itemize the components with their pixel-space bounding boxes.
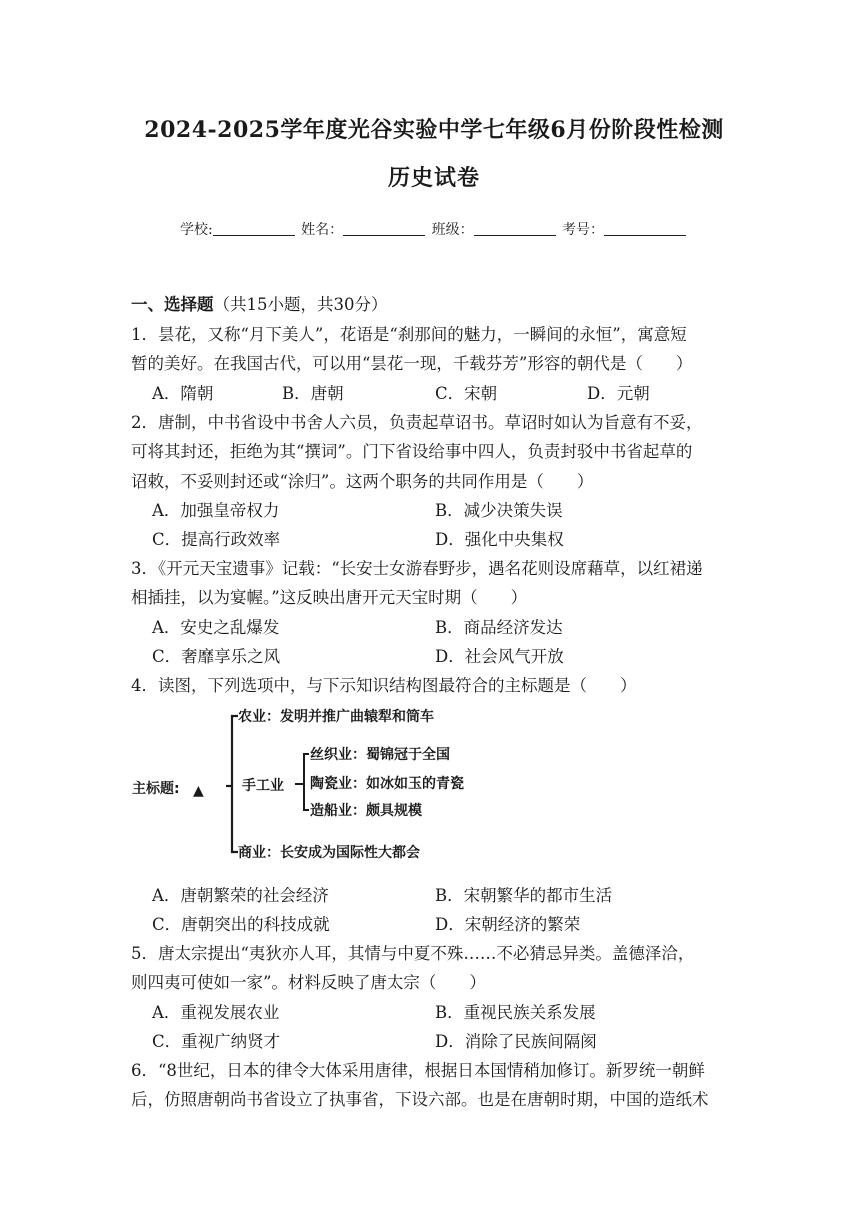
question-5-line-2: 则四夷可使如一家”。材料反映了唐太宗（ ）: [131, 973, 486, 992]
class-label: 班级：: [431, 222, 474, 238]
name-blank[interactable]: [343, 221, 425, 236]
main-title-label: 主标题:: [132, 781, 180, 797]
q2-option-d[interactable]: D．强化中央集权: [435, 530, 564, 549]
question-3-line-1: 3．《开元天宝遗事》记载：“长安士女游春野步，遇名花则设席藉草，以红裙递: [131, 559, 703, 578]
q2-option-a[interactable]: A．加强皇帝权力: [152, 501, 280, 520]
question-4-line-1: 4．读图，下列选项中，与下示知识结构图最符合的主标题是（ ）: [131, 676, 637, 695]
shipbuilding-branch: 造船业：颇具规模: [310, 803, 422, 819]
q1-option-d[interactable]: D．元朝: [587, 384, 650, 403]
question-3-line-2: 相插挂，以为宴幄。”这反映出唐开元天宝时期（ ）: [131, 588, 528, 607]
handicraft-bracket: [304, 754, 309, 810]
exam-subtitle: 历史试卷: [387, 165, 480, 191]
silk-branch: 丝织业：蜀锦冠于全国: [310, 747, 450, 763]
q5-option-d[interactable]: D．消除了民族间隔阂: [435, 1032, 597, 1051]
name-label: 姓名：: [301, 222, 344, 238]
exam-number-blank[interactable]: [604, 221, 686, 236]
q2-option-b[interactable]: B．减少决策失误: [435, 501, 563, 520]
q5-option-c[interactable]: C．重视广纳贤才: [152, 1032, 281, 1051]
main-bracket: [232, 716, 238, 852]
knowledge-structure-diagram: [130, 702, 510, 872]
exam-title: 2024-2025学年度光谷实验中学七年级6月份阶段性检测: [144, 117, 724, 143]
q4-option-a[interactable]: A．唐朝繁荣的社会经济: [152, 886, 329, 905]
exam-number-label: 考号：: [562, 222, 605, 238]
q3-option-d[interactable]: D．社会风气开放: [435, 647, 564, 666]
commerce-branch: 商业：长安成为国际性大都会: [238, 845, 420, 861]
question-1-line-1: 1．昙花，又称“月下美人”，花语是“刹那间的魅力，一瞬间的永恒”，寓意短: [131, 325, 687, 344]
q4-option-c[interactable]: C．唐朝突出的科技成就: [152, 915, 330, 934]
q1-option-c[interactable]: C．宋朝: [435, 384, 498, 403]
question-6-line-2: 后，仿照唐朝尚书省设立了执事省，下设六部。也是在唐朝时期，中国的造纸术: [131, 1090, 709, 1109]
section-title: 一、选择题: [131, 295, 214, 314]
question-6-line-1: 6．“8世纪，日本的律令大体采用唐律，根据日本国情稍加修订。新罗统一朝鲜: [131, 1061, 705, 1080]
question-1-line-2: 暂的美好。在我国古代，可以用“昙花一现，千载芬芳”形容的朝代是（ ）: [131, 354, 693, 373]
q3-option-c[interactable]: C．奢靡享乐之风: [152, 647, 281, 666]
question-2-line-1: 2．唐制，中书省设中书舍人六员，负责起草诏书。草诏时如认为旨意有不妥，: [131, 413, 703, 432]
agriculture-branch: 农业：发明并推广曲辕犁和筒车: [238, 709, 434, 725]
q4-option-d[interactable]: D．宋朝经济的繁荣: [435, 915, 581, 934]
school-label: 学校:: [179, 222, 213, 238]
class-blank[interactable]: [474, 221, 556, 236]
student-info-row: [0, 219, 868, 239]
q1-option-a[interactable]: A．隋朝: [152, 384, 214, 403]
q4-option-b[interactable]: B．宋朝繁华的都市生活: [435, 886, 613, 905]
question-2-line-2: 可将其封还，拒绝为其“撰词”。门下省设给事中四人，负责封驳中书省起草的: [131, 442, 693, 461]
q2-option-c[interactable]: C．提高行政效率: [152, 530, 281, 549]
q1-option-b[interactable]: B．唐朝: [282, 384, 344, 403]
question-2-line-3: 诏敕，不妥则封还或“涂归”。这两个职务的共同作用是（ ）: [131, 472, 594, 491]
q3-option-b[interactable]: B．商品经济发达: [435, 618, 563, 637]
triangle-icon: ▲: [193, 783, 204, 799]
porcelain-branch: 陶瓷业：如冰如玉的青瓷: [310, 776, 464, 792]
question-5-line-1: 5．唐太宗提出“夷狄亦人耳，其情与中夏不殊……不必猜忌异类。盖德泽洽，: [131, 944, 695, 963]
q5-option-a[interactable]: A．重视发展农业: [152, 1003, 280, 1022]
q5-option-b[interactable]: B．重视民族关系发展: [435, 1003, 596, 1022]
school-blank[interactable]: [213, 221, 295, 236]
section-note: （共15小题，共30分）: [213, 295, 388, 314]
handicraft-branch: 手工业: [242, 778, 284, 794]
q3-option-a[interactable]: A．安史之乱爆发: [152, 618, 280, 637]
section-heading: [131, 291, 388, 315]
